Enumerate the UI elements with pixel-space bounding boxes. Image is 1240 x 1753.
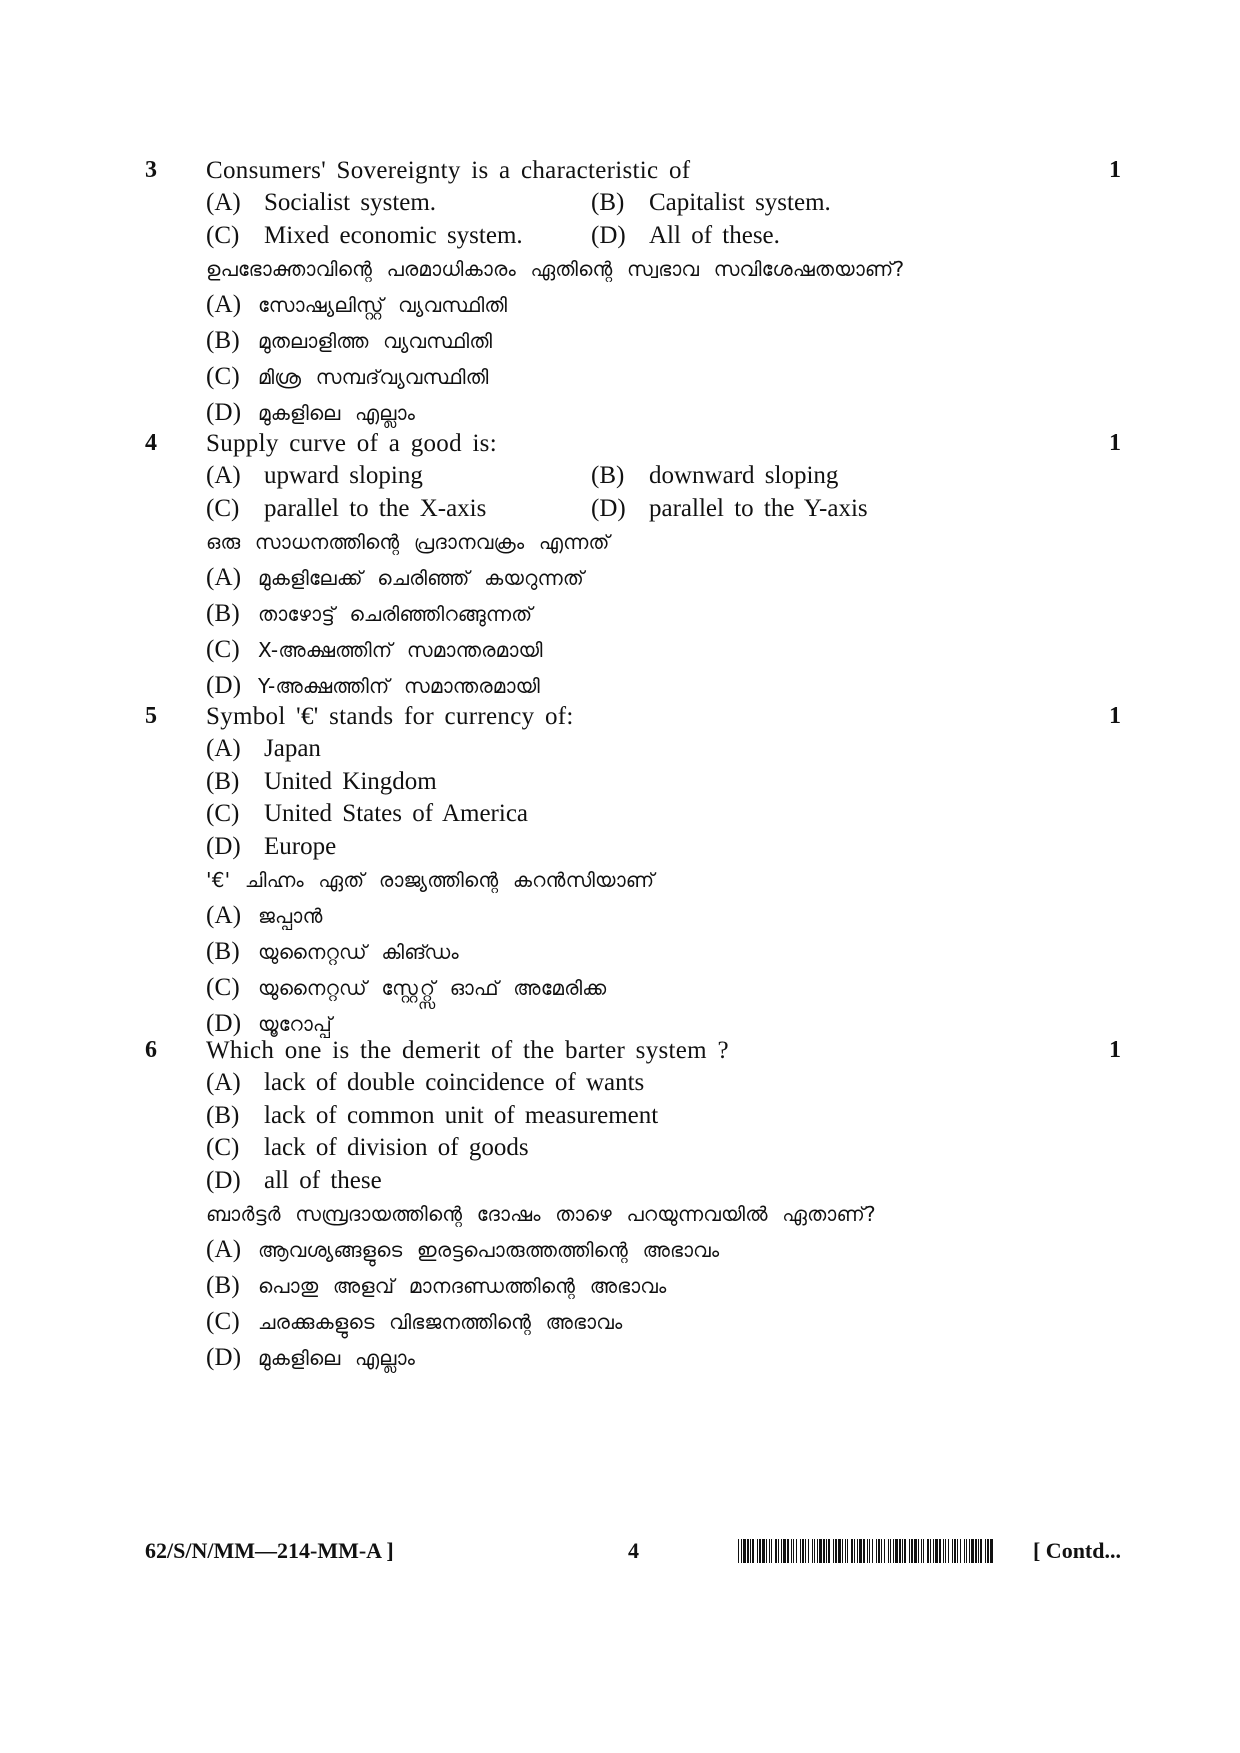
option-label: (B) — [206, 1272, 240, 1299]
question-marks: 1 — [1109, 703, 1121, 729]
option-c — [206, 798, 1130, 831]
option-label: (D) — [206, 1344, 242, 1371]
option-label: (C) — [206, 636, 240, 663]
ml-question-text: ഉപഭോക്താവിന്റെ പരമാധികാരം ഏതിന്റെ സ്വഭാവ സവിശേഷതയാണ്? — [206, 257, 905, 281]
question-number: 5 — [145, 703, 157, 729]
option-label: (A) — [206, 902, 242, 929]
option-text: സോഷ്യലിസ്റ്റ് വ്യവസ്ഥിതി — [258, 293, 508, 317]
ml-option-a — [206, 1232, 1130, 1268]
option-label: (C) — [206, 974, 240, 1001]
options-list — [206, 1067, 1130, 1197]
option-text: Socialist system. — [264, 189, 437, 216]
ml-question-text: ബാർട്ടർ സമ്പ്രദായത്തിന്റെ ദോഷം താഴെ പറയുന്നവയിൽ ഏതാണ്? — [206, 1202, 876, 1226]
option-label: (C) — [206, 494, 240, 522]
option-label: (B) — [206, 938, 240, 965]
ml-option-b — [206, 323, 1130, 359]
ml-option-d — [206, 668, 1130, 704]
option-a — [206, 733, 1130, 766]
option-label: (A) — [206, 564, 242, 591]
option-d — [206, 831, 1130, 864]
question-header — [140, 1034, 1130, 1067]
option-text: പൊതു അളവ് മാനദണ്ഡത്തിന്റെ അഭാവം — [258, 1274, 667, 1298]
option-a — [206, 460, 591, 493]
option-label: (D) — [206, 1166, 241, 1194]
option-label: (B) — [206, 327, 240, 354]
ml-option-b — [206, 596, 1130, 632]
option-label: (A) — [206, 735, 241, 762]
option-label: (D) — [591, 221, 626, 249]
option-text: All of these. — [649, 221, 780, 249]
ml-option-d — [206, 395, 1130, 431]
option-text: downward sloping — [649, 462, 839, 489]
option-b — [591, 460, 1011, 493]
options-grid — [206, 460, 1130, 525]
ml-question-text: ഒരു സാധനത്തിന്റെ പ്രദാനവക്രം എന്നത് — [206, 530, 610, 554]
question-text: Symbol '€' stands for currency of: — [206, 703, 574, 730]
option-c — [206, 1132, 1130, 1165]
option-b — [206, 1100, 1130, 1133]
option-text: താഴോട്ട് ചെരിഞ്ഞിറങ്ങുന്നത് — [258, 602, 533, 626]
option-text: Europe — [264, 832, 337, 860]
option-text: lack of division of goods — [264, 1134, 529, 1161]
option-label: (D) — [206, 672, 242, 699]
ml-option-b — [206, 934, 1130, 970]
option-text: മിശ്ര സമ്പദ്‌വ്യവസ്ഥിതി — [258, 365, 489, 389]
question-5 — [140, 700, 1130, 1042]
barcode-icon — [738, 1539, 994, 1563]
question-number: 6 — [145, 1037, 157, 1063]
ml-option-a — [206, 898, 1130, 934]
option-a — [206, 187, 591, 220]
option-text: parallel to the X-axis — [264, 494, 487, 522]
ml-option-c — [206, 359, 1130, 395]
ml-question-text: '€' ചിഹ്നം ഏത് രാജ്യത്തിന്റെ കറൻസിയാണ് — [206, 868, 655, 892]
ml-option-d — [206, 1340, 1130, 1376]
option-text: മുതലാളിത്ത വ്യവസ്ഥിതി — [258, 329, 493, 353]
option-text: യൂറോപ്പ് — [258, 1012, 332, 1036]
ml-option-b — [206, 1268, 1130, 1304]
paper-code: 62/S/N/MM—214-MM-A ] — [145, 1538, 394, 1563]
question-header — [140, 427, 1130, 460]
option-label: (B) — [206, 1101, 240, 1129]
option-c — [206, 220, 591, 253]
option-text: lack of double coincidence of wants — [264, 1069, 645, 1096]
question-number: 4 — [145, 430, 157, 456]
option-text: ജപ്പാൻ — [258, 904, 323, 928]
ml-option-a — [206, 560, 1130, 596]
option-text: യുനൈറ്റഡ് സ്റ്റേറ്റ്സ് ഓഫ് അമേരിക്ക — [258, 976, 607, 1000]
question-text: Which one is the demerit of the barter system ? — [206, 1037, 729, 1064]
option-text: Y-അക്ഷത്തിന് സമാന്തരമായി — [258, 674, 540, 698]
option-text: മുകളിലെ എല്ലാം — [258, 1346, 416, 1370]
option-label: (B) — [206, 600, 240, 627]
option-label: (D) — [591, 494, 626, 522]
option-label: (A) — [206, 462, 241, 489]
options-grid — [206, 187, 1130, 252]
option-label: (A) — [206, 1069, 241, 1096]
option-d — [206, 1165, 1130, 1198]
continued-label: [ Contd... — [1032, 1538, 1121, 1563]
option-b — [591, 187, 1011, 220]
ml-option-c — [206, 1304, 1130, 1340]
option-label: (C) — [206, 1308, 240, 1335]
option-d — [591, 220, 1011, 253]
option-text: United Kingdom — [264, 767, 437, 795]
ml-option-c — [206, 970, 1130, 1006]
option-label: (A) — [206, 189, 241, 216]
question-text: Consumers' Sovereignty is a characteristic of — [206, 157, 691, 184]
option-text: മുകളിലേക്ക് ചെരിഞ്ഞ് കയറുന്നത് — [258, 566, 584, 590]
option-text: ചരക്കുകളുടെ വിഭജനത്തിന്റെ അഭാവം — [258, 1310, 623, 1334]
option-label: (A) — [206, 1236, 242, 1263]
option-label: (C) — [206, 800, 240, 827]
option-a — [206, 1067, 1130, 1100]
option-text: യുനൈറ്റഡ് കിങ്ഡം — [258, 940, 459, 964]
option-label: (B) — [206, 767, 240, 795]
option-b — [206, 766, 1130, 799]
option-label: (D) — [206, 1010, 242, 1037]
option-label: (B) — [591, 189, 625, 216]
page-number: 4 — [628, 1538, 639, 1563]
ml-option-a — [206, 287, 1130, 323]
option-text: upward sloping — [264, 462, 423, 489]
question-header — [140, 154, 1130, 187]
option-text: Mixed economic system. — [264, 221, 523, 249]
option-label: (B) — [591, 462, 625, 489]
page-footer — [140, 1534, 1130, 1568]
question-6 — [140, 1034, 1130, 1376]
question-header — [140, 700, 1130, 733]
option-text: all of these — [264, 1166, 382, 1194]
option-label: (D) — [206, 399, 242, 426]
question-marks: 1 — [1109, 1037, 1121, 1063]
option-label: (C) — [206, 363, 240, 390]
question-marks: 1 — [1109, 430, 1121, 456]
option-label: (A) — [206, 291, 242, 318]
option-label: (C) — [206, 1134, 240, 1161]
option-text: parallel to the Y-axis — [649, 494, 868, 522]
option-text: Capitalist system. — [649, 189, 831, 216]
option-text: lack of common unit of measurement — [264, 1101, 659, 1129]
option-c — [206, 493, 591, 526]
option-label: (D) — [206, 832, 241, 860]
option-text: ആവശ്യങ്ങളുടെ ഇരട്ടപൊരുത്തത്തിന്റെ അഭാവം — [258, 1238, 720, 1262]
option-text: മുകളിലെ എല്ലാം — [258, 401, 416, 425]
option-text: Japan — [264, 735, 321, 762]
option-d — [591, 493, 1011, 526]
question-4 — [140, 427, 1130, 704]
question-number: 3 — [145, 157, 157, 183]
option-text: X-അക്ഷത്തിന് സമാന്തരമായി — [258, 638, 543, 662]
question-marks: 1 — [1109, 157, 1121, 183]
options-list — [206, 733, 1130, 863]
option-label: (C) — [206, 221, 240, 249]
option-text: United States of America — [264, 800, 529, 827]
question-3 — [140, 154, 1130, 431]
ml-option-c — [206, 632, 1130, 668]
question-text: Supply curve of a good is: — [206, 430, 497, 457]
